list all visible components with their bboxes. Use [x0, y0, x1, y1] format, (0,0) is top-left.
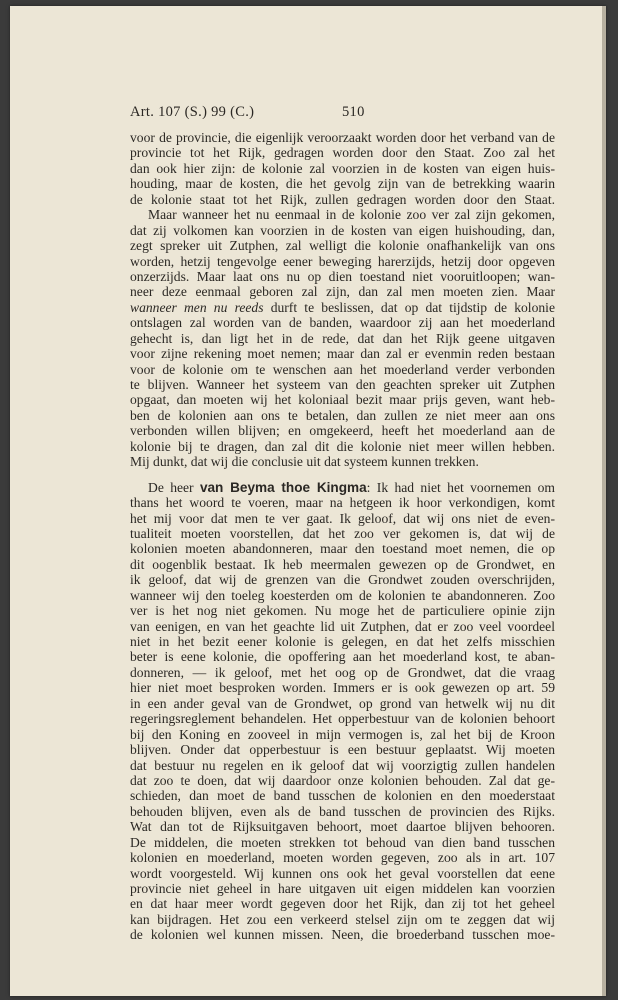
text-line: ben de kolonien aan ons te betalen, dan zullen ze niet meer aan ons — [130, 407, 555, 423]
text-line: tualiteit moeten voorstellen, dat het zoo ver gekomen is, dat wij de — [130, 525, 555, 541]
text-line: voor de provincie, die eigenlijk veroorzaakt worden door het verband van de — [130, 130, 555, 145]
text-line: houding, maar de kosten, die het gevolg zijn van de betrekking waarin — [130, 176, 555, 192]
text-line: voor de kolonie om te wenschen aan het moederland verder verbonden — [130, 361, 555, 377]
page-number: 510 — [342, 104, 365, 120]
text-line: Mij dunkt, dat wij die conclusie uit dat systeem kunnen trekken. — [130, 454, 479, 470]
text-line: gehecht is, dan ligt het in de rede, dat dan het Rijk geene uitgaven — [130, 330, 555, 346]
speaker-rest: : Ik had niet het voornemen om — [366, 479, 555, 495]
running-header — [130, 104, 500, 122]
text-line: schieden, dan moet de band tusschen de kolonien en den moederstaat — [130, 788, 555, 804]
text-line: blijven. Onder dat opperbestuur is een bestuur geplaatst. Wij moeten — [130, 742, 555, 758]
text-line: verbonden willen blijven; en omgekeerd, heeft het moederland aan de — [130, 423, 555, 439]
text-line: opgaat, dan moeten wij het koloniaal bezit maar prijs geven, want heb- — [130, 392, 555, 408]
page-edge — [602, 6, 606, 996]
paragraph-2 — [130, 495, 555, 943]
text-line: beter is eene kolonie, die opoffering aan het moederland kost, te aban- — [130, 649, 555, 665]
text-line: het mij voor dat men te ver gaat. Ik geloof, dat wij ons niet de even- — [130, 510, 555, 526]
text-line: van eenigen, en van het geachte lid uit Zutphen, dat er zoo veel voordeel — [130, 618, 555, 634]
text-line: kolonien moeten abandonneren, maar den toestand moet nemen, die op — [130, 541, 555, 557]
article-reference: Art. 107 (S.) 99 (C.) — [130, 104, 255, 120]
body-text — [130, 130, 555, 943]
text-line: de kolonien wel kunnen missen. Neen, die broederband tusschen moe- — [130, 927, 555, 943]
speaker-line — [130, 480, 555, 495]
text-line: in een ander geval van de Grondwet, op grond van hetwelk wij nu dit — [130, 695, 555, 711]
text-line: provincie tot het Rijk, gedragen worden door den Staat. Zoo zal het — [130, 145, 555, 161]
text-line: ontslagen zal worden van de banden, waardoor zij aan het moederland — [130, 315, 555, 331]
text-line: regeringsreglement behandelen. Het opperbestuur van de kolonien behoort — [130, 711, 555, 727]
text-line: kan bijdragen. Het zou een verkeerd stelsel zijn om te zeggen dat wij — [130, 911, 555, 927]
text-line: donneren, — ik geloof, met het oog op de Grondwet, dat die vraag — [130, 664, 555, 680]
text-line: onzerzijds. Maar laat ons nu op dien toestand niet vooruitloopen; wan- — [130, 268, 555, 284]
text-line: ik geloof, dat wij de grenzen van die Grondwet zouden overschrijden, — [130, 572, 555, 588]
text-line: bij den Koning en zooveel in mijn vermogen is, zal het bij de Kroon — [130, 726, 555, 742]
text-line: dat zij volkomen kan voorzien in de kosten van eigen huishouding, dan, — [130, 222, 555, 238]
speaker-prefix: De heer — [148, 479, 200, 495]
text-line: zegt spreker uit Zutphen, zal welligt die kolonie onafhankelijk van ons — [130, 238, 555, 254]
text-line: en dat haar meer wordt gegeven door het Rijk, dan zij tot het geheel — [130, 896, 555, 912]
text-line: Wat dan tot de Rijksuitgaven behoort, moet daartoe blijven behooren. — [130, 819, 555, 835]
speaker-name: van Beyma thoe Kingma — [199, 479, 367, 495]
text-line: behouden blijven, even als de band tusschen de provincien des Rijks. — [130, 803, 555, 819]
text-line: provincie niet geheel in hare uitgaven uit eigen middelen kan voorzien — [130, 881, 555, 896]
italic-emphasis: wanneer men nu reeds — [130, 299, 264, 315]
book-page — [10, 6, 606, 996]
text-line: dat bestuur nu regelen en ik geloof dat wij voorzigtig zullen handelen — [130, 757, 555, 773]
text-line: kolonie bij te dragen, dan zal dit die kolonie niet meer willen hebben. — [130, 438, 555, 454]
text-line: ver is het nog niet gekomen. Nu moge het de particuliere opinie zijn — [130, 603, 555, 619]
text-line: kolonien en moederland, moeten worden gegeven, zoo als in art. 107 — [130, 850, 555, 866]
text-line: Maar wanneer het nu eenmaal in de kolonie zoo ver zal zijn gekomen, — [148, 207, 555, 223]
text-line: te blijven. Wanneer het systeem van den geachten spreker uit Zutphen — [130, 377, 555, 392]
text-line: de kolonie staat tot het Rijk, zullen gedragen worden door den Staat. — [130, 191, 555, 207]
text-line: wordt voorgesteld. Wij kunnen ons ook het geval voorstellen dat eene — [130, 865, 555, 881]
text-line: thans het woord te voeren, maar na hetgeen ik hoor verkondigen, komt — [130, 495, 555, 511]
text-line: wanneer wij den toeleg koesterden om de kolonien te abandonneren. Zoo — [130, 587, 555, 603]
text-line: De middelen, die moeten strekken tot behoud van dien band tusschen — [130, 834, 555, 850]
text-line: dit oogenblik bestaat. Ik heb meermalen gewezen op de Grondwet, en — [130, 556, 555, 572]
text-line: hier niet moet besproken worden. Immers er is ook gewezen op art. 59 — [130, 680, 555, 696]
text-line: dan ook hier zijn: de kolonie zal voorzien in de kosten van eigen huis- — [130, 160, 555, 176]
text-line: wanneer men nu reeds durft te beslissen, dat op dat tijdstip de kolonie — [130, 299, 555, 315]
paragraph-1 — [130, 130, 555, 470]
text-line: dat zoo te doen, dat wij daardoor onze kolonien behouden. Zal dat ge- — [130, 772, 555, 788]
text-line: voor zijne rekening moet nemen; maar dan zal er evenmin reden bestaan — [130, 346, 555, 362]
text-line: niet in het bezit eener kolonie is gelegen, en dat het zelfs misschien — [130, 634, 555, 649]
text-line: worden, hetzij tengevolge eener beweging harerzijds, hetzij door opgeven — [130, 253, 555, 269]
text-line: neer deze eenmaal geboren zal zijn, dan zal men moeten zien. Maar — [130, 284, 555, 300]
